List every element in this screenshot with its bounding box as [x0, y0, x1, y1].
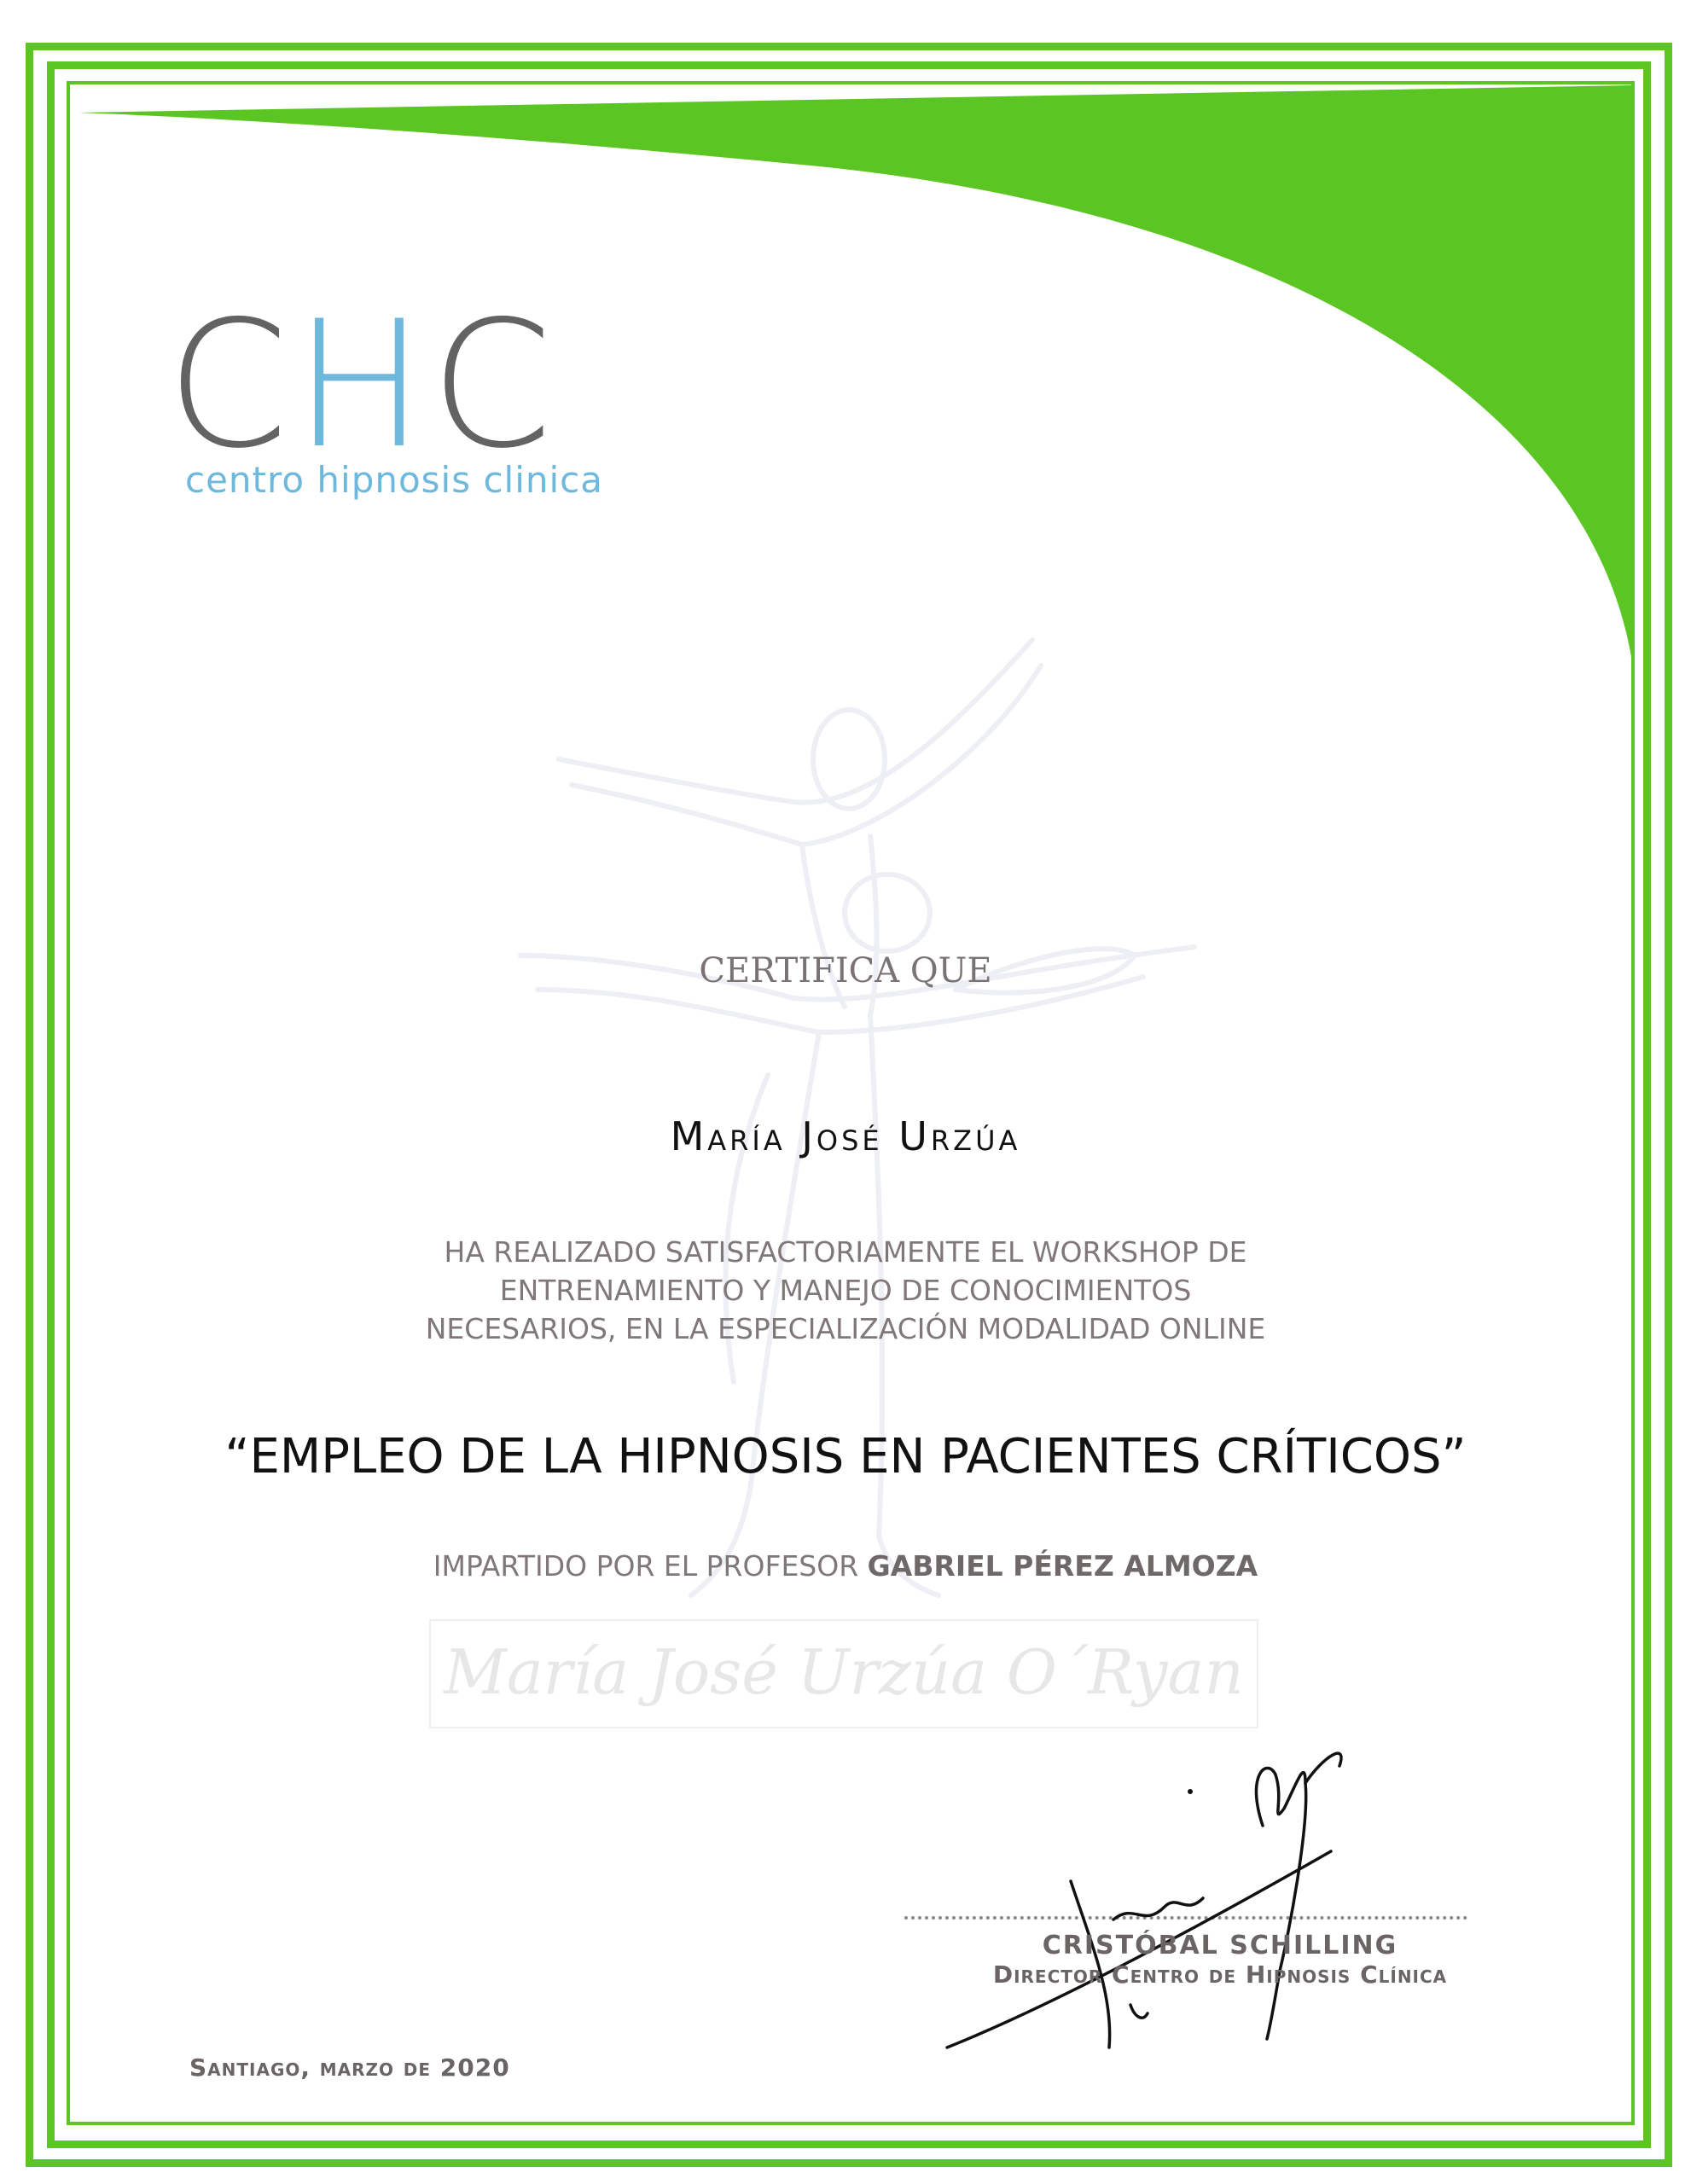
recipient-signature-text: María José Urzúa O´Ryan: [444, 1636, 1244, 1708]
logo-subtitle: centro hipnosis clinica: [185, 459, 604, 501]
recipient-signature-box: [429, 1619, 1258, 1728]
certificate-body: [0, 1233, 1691, 1348]
logo-letter-h: H: [293, 284, 431, 487]
signatory-title: [896, 1960, 1544, 1989]
imparted-by: [0, 1549, 1691, 1583]
chc-logo: [166, 284, 695, 503]
handwritten-signature: [930, 1723, 1374, 2065]
body-line: NECESARIOS, EN LA ESPECIALIZACIÓN MODALIDAD ONLINE: [425, 1312, 1266, 1345]
signatory-name: CRISTÓBAL SCHILLING: [1042, 1931, 1398, 1960]
logo-letter-c1: C: [166, 284, 294, 487]
signatory-title-text: Director Centro de Hipnosis Clínica: [992, 1960, 1448, 1989]
place-date: [189, 2053, 510, 2082]
course-title: “EMPLEO DE LA HIPNOSIS EN PACIENTES CRÍTICOS”: [224, 1429, 1467, 1484]
body-line: ENTRENAMIENTO Y MANEJO DE CONOCIMIENTOS: [499, 1274, 1192, 1307]
place-date-text: Santiago, marzo de 2020: [189, 2053, 510, 2082]
professor-name: GABRIEL PÉREZ ALMOZA: [867, 1549, 1258, 1583]
recipient-name-text: María José Urzúa: [670, 1113, 1021, 1159]
logo-letter-c2: C: [430, 284, 558, 487]
body-line: HA REALIZADO SATISFACTORIAMENTE EL WORKSHOP DE: [444, 1235, 1247, 1269]
recipient-name: [0, 1113, 1691, 1159]
certifica-heading: CERTIFICA QUE: [699, 951, 992, 990]
imparted-prefix: IMPARTIDO POR EL PROFESOR: [433, 1549, 868, 1583]
